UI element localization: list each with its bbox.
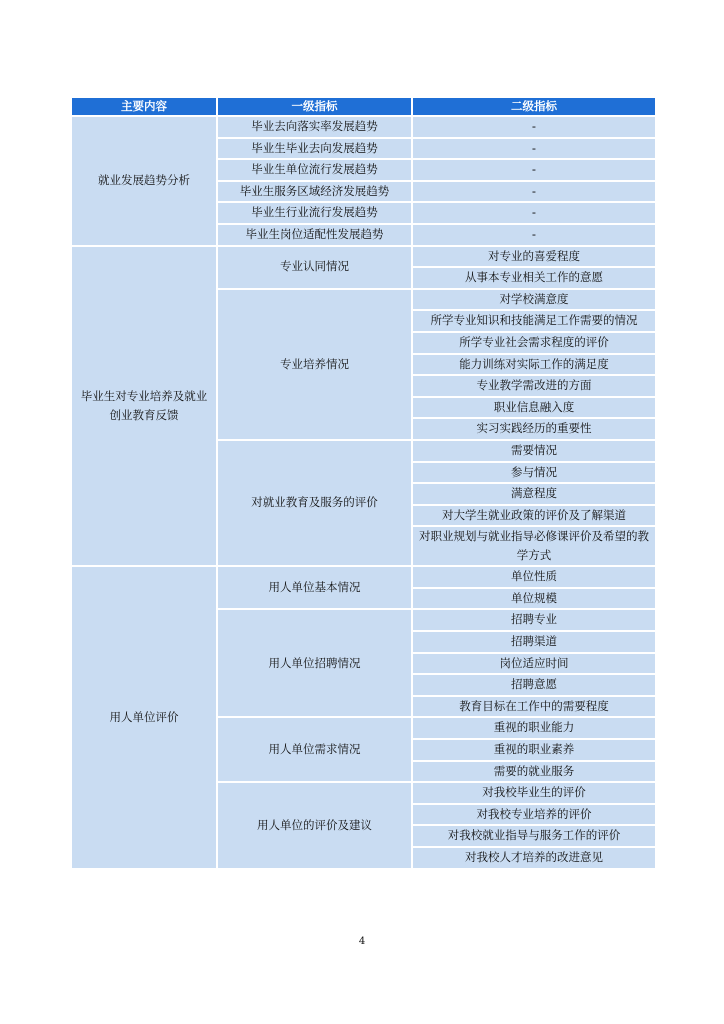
secondary-indicator-cell: -	[413, 203, 655, 223]
secondary-indicator-cell: 需要情况	[413, 441, 655, 461]
secondary-indicator-cell: 招聘意愿	[413, 675, 655, 695]
table-row	[72, 247, 655, 267]
secondary-indicator-cell: 重视的职业素养	[413, 740, 655, 760]
table-row	[72, 117, 655, 137]
secondary-indicator-cell: 需要的就业服务	[413, 762, 655, 782]
page-number: 4	[358, 936, 366, 947]
primary-indicator-cell: 毕业生岗位适配性发展趋势	[218, 225, 411, 245]
primary-indicator-cell: 毕业生毕业去向发展趋势	[218, 139, 411, 159]
primary-indicator-cell: 毕业生服务区域经济发展趋势	[218, 182, 411, 202]
main-content-cell: 用人单位评价	[72, 567, 216, 867]
primary-indicator-cell: 用人单位需求情况	[218, 718, 411, 781]
secondary-indicator-cell: 重视的职业能力	[413, 718, 655, 738]
secondary-indicator-cell: -	[413, 182, 655, 202]
primary-indicator-cell: 专业认同情况	[218, 247, 411, 288]
secondary-indicator-cell: 对学校满意度	[413, 290, 655, 310]
secondary-indicator-cell: 实习实践经历的重要性	[413, 419, 655, 439]
secondary-indicator-cell: 岗位适应时间	[413, 654, 655, 674]
secondary-indicator-cell: 参与情况	[413, 463, 655, 483]
table-row	[72, 567, 655, 587]
secondary-indicator-cell: 对大学生就业政策的评价及了解渠道	[413, 506, 655, 526]
table-body	[72, 117, 655, 868]
header-main-content: 主要内容	[72, 98, 216, 115]
secondary-indicator-cell: 能力训练对实际工作的满足度	[413, 355, 655, 375]
secondary-indicator-cell: 专业教学需改进的方面	[413, 376, 655, 396]
primary-indicator-cell: 专业培养情况	[218, 290, 411, 439]
primary-indicator-cell: 毕业生单位流行发展趋势	[218, 160, 411, 180]
primary-indicator-cell: 毕业去向落实率发展趋势	[218, 117, 411, 137]
primary-indicator-cell: 用人单位基本情况	[218, 567, 411, 608]
table-header-row	[72, 98, 655, 115]
indicator-table	[70, 96, 657, 870]
secondary-indicator-cell: 对职业规划与就业指导必修课评价及希望的教学方式	[413, 527, 655, 565]
secondary-indicator-cell: -	[413, 117, 655, 137]
secondary-indicator-cell: 教育目标在工作中的需要程度	[413, 697, 655, 717]
secondary-indicator-cell: 职业信息融入度	[413, 398, 655, 418]
primary-indicator-cell: 用人单位招聘情况	[218, 610, 411, 716]
primary-indicator-cell: 对就业教育及服务的评价	[218, 441, 411, 565]
secondary-indicator-cell: 所学专业社会需求程度的评价	[413, 333, 655, 353]
secondary-indicator-cell: 招聘渠道	[413, 632, 655, 652]
secondary-indicator-cell: 对我校专业培养的评价	[413, 805, 655, 825]
primary-indicator-cell: 用人单位的评价及建议	[218, 783, 411, 867]
secondary-indicator-cell: -	[413, 225, 655, 245]
secondary-indicator-cell: 对专业的喜爱程度	[413, 247, 655, 267]
secondary-indicator-cell: 单位性质	[413, 567, 655, 587]
main-content-cell: 就业发展趋势分析	[72, 117, 216, 245]
secondary-indicator-cell: 对我校就业指导与服务工作的评价	[413, 826, 655, 846]
main-content-cell: 毕业生对专业培养及就业创业教育反馈	[72, 247, 216, 566]
secondary-indicator-cell: 对我校人才培养的改进意见	[413, 848, 655, 868]
primary-indicator-cell: 毕业生行业流行发展趋势	[218, 203, 411, 223]
secondary-indicator-cell: 对我校毕业生的评价	[413, 783, 655, 803]
secondary-indicator-cell: 所学专业知识和技能满足工作需要的情况	[413, 311, 655, 331]
secondary-indicator-cell: 从事本专业相关工作的意愿	[413, 268, 655, 288]
secondary-indicator-cell: 满意程度	[413, 484, 655, 504]
secondary-indicator-cell: 招聘专业	[413, 610, 655, 630]
secondary-indicator-cell: -	[413, 139, 655, 159]
secondary-indicator-cell: -	[413, 160, 655, 180]
header-secondary-indicator: 二级指标	[413, 98, 655, 115]
secondary-indicator-cell: 单位规模	[413, 589, 655, 609]
header-primary-indicator: 一级指标	[218, 98, 411, 115]
